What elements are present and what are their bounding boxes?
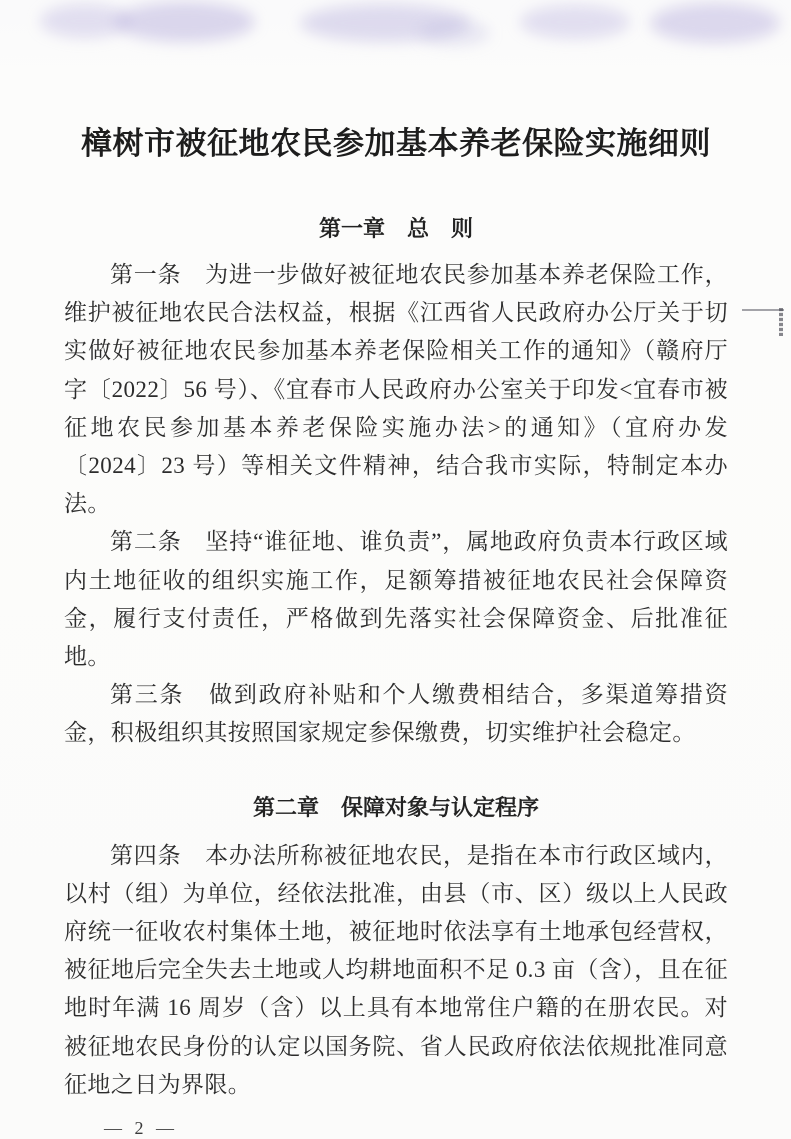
- chapter-2-heading: 第二章 保障对象与认定程序: [252, 794, 539, 820]
- article-3-text: 第三条 做到政府补贴和个人缴费相结合，多渠道筹措资金，积极组织其按照国家规定参保缴费，切实维护社会稳定。: [64, 682, 728, 746]
- article-1-text: 第一条 为进一步做好被征地农民参加基本养老保险工作，维护被征地农民合法权益，根据《江西省人民政府办公厅关于切实做好被征地农民参加基本养老保险相关工作的通知》（赣府厅字〔2022〕56 号）、《宜春市人民政府办公室关于印发<宜春市被征地农民参加基本养老保险实施办法>的通知》（宜府办发〔2024〕23 号）等相关文件精神，结合我市实际，特制定本办法。: [64, 262, 728, 517]
- chapter-1-heading: 第一章 总 则: [318, 216, 473, 241]
- scan-smudge-artifact: [420, 20, 490, 46]
- article-4-text: 第四条 本办法所称被征地农民，是指在本市行政区域内，以村（组）为单位，经依法批准，由县（市、区）级以上人民政府统一征收农村集体土地，被征地时依法享有土地承包经营权，被征地后完全失去土地或人均耕地面积不足 0.3 亩（含），且在征地时年满 16 周岁（含）以上具有本地常住户籍的在册农民。对被征地农民身份的认定以国务院、省人民政府依法依规批准同意征地之日为界限。: [64, 842, 728, 1097]
- scan-smudge-artifact: [300, 4, 470, 42]
- scan-smudge-artifact: [115, 2, 255, 42]
- scan-edge-mark: [779, 308, 783, 336]
- document-title: 樟树市被征地农民参加基本养老保险实施细则: [81, 126, 711, 161]
- scan-smudge-artifact: [520, 5, 630, 39]
- article-2-text: 第二条 坚持“谁征地、谁负责”，属地政府负责本行政区域内土地征收的组织实施工作，足额筹措被征地农民社会保障资金，履行支付责任，严格做到先落实社会保障资金、后批准征地。: [64, 529, 728, 670]
- page-number: — 2 —: [104, 1118, 178, 1139]
- scan-edge-mark: [742, 309, 784, 311]
- scan-smudge-artifact: [650, 3, 780, 43]
- scan-smudge-artifact: [40, 4, 130, 38]
